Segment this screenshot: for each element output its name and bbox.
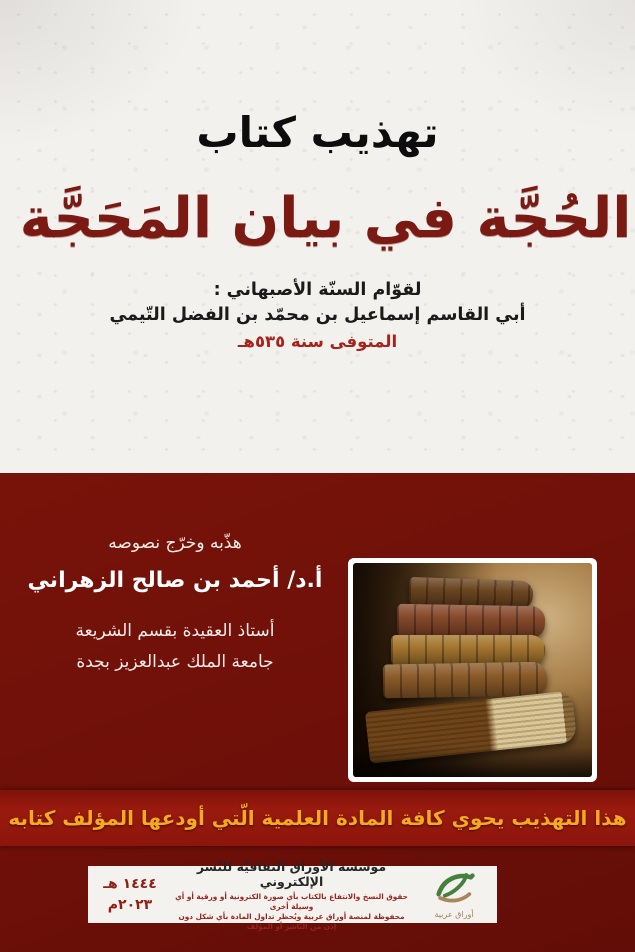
books-photo	[353, 563, 592, 777]
editor-affiliation-department: أستاذ العقيدة بقسم الشريعة	[75, 621, 275, 641]
dark-section	[0, 473, 635, 952]
author-death-date: المتوفى سنة ٥٣٥هـ	[237, 332, 398, 352]
publisher-strip	[88, 859, 497, 931]
kicker-text: تهذيب كتاب	[196, 108, 439, 157]
publication-dates	[88, 874, 172, 916]
top-section	[0, 0, 635, 473]
publisher-logo	[411, 871, 497, 919]
publisher-name: مؤسسة الأوراق الثقافيّة للنّشر الإلكتروني	[196, 859, 387, 889]
editor-affiliation-university: جامعة الملك عبدالعزيز بجدة	[76, 652, 274, 672]
author-intro: لقوّام السنّة الأصبهاني :	[213, 280, 422, 301]
banner	[0, 790, 635, 846]
book-spine-2	[397, 604, 546, 639]
rights-line-2: محفوظة لمنصة أوراق عربية ويُحظر تداول المادة بأي شكل دون إذن من النّاشر أو المؤلف	[178, 912, 405, 931]
rights-line-1: حقوق النسخ والانتفاع بالكتاب بأي صورة الكترونية أو ورقية أو أي وسيلة أخرى	[175, 892, 408, 911]
editor-intro: هذّبه وخرّج نصوصه	[108, 533, 242, 553]
publisher-logo-icon	[431, 871, 477, 909]
editor-name: أ.د/ أحمد بن صالح الزهراني	[27, 568, 323, 593]
books-photo-frame	[348, 558, 597, 782]
book-spine-4	[383, 662, 548, 699]
author-block	[0, 278, 635, 351]
publisher-logo-text: أوراق عربية	[434, 909, 474, 919]
book-spine-3	[391, 635, 545, 665]
editor-block	[0, 533, 350, 672]
author-name: أبي القاسم إسماعيل بن محمّد بن الفضل التّيمي	[109, 305, 526, 326]
banner-text: هذا التهذيب يحوي كافة المادة العلمية الّتي أودعها المؤلف كتابه	[8, 806, 627, 830]
photo-shadow	[353, 747, 592, 777]
book-title: الحُجَّة في بيان المَحَجَّة	[19, 186, 632, 251]
publisher-info	[172, 857, 411, 932]
rights-notice	[174, 892, 409, 932]
hijri-year: ١٤٤٤ هـ	[103, 875, 157, 892]
gregorian-year: ٢٠٢٣م	[107, 896, 153, 913]
